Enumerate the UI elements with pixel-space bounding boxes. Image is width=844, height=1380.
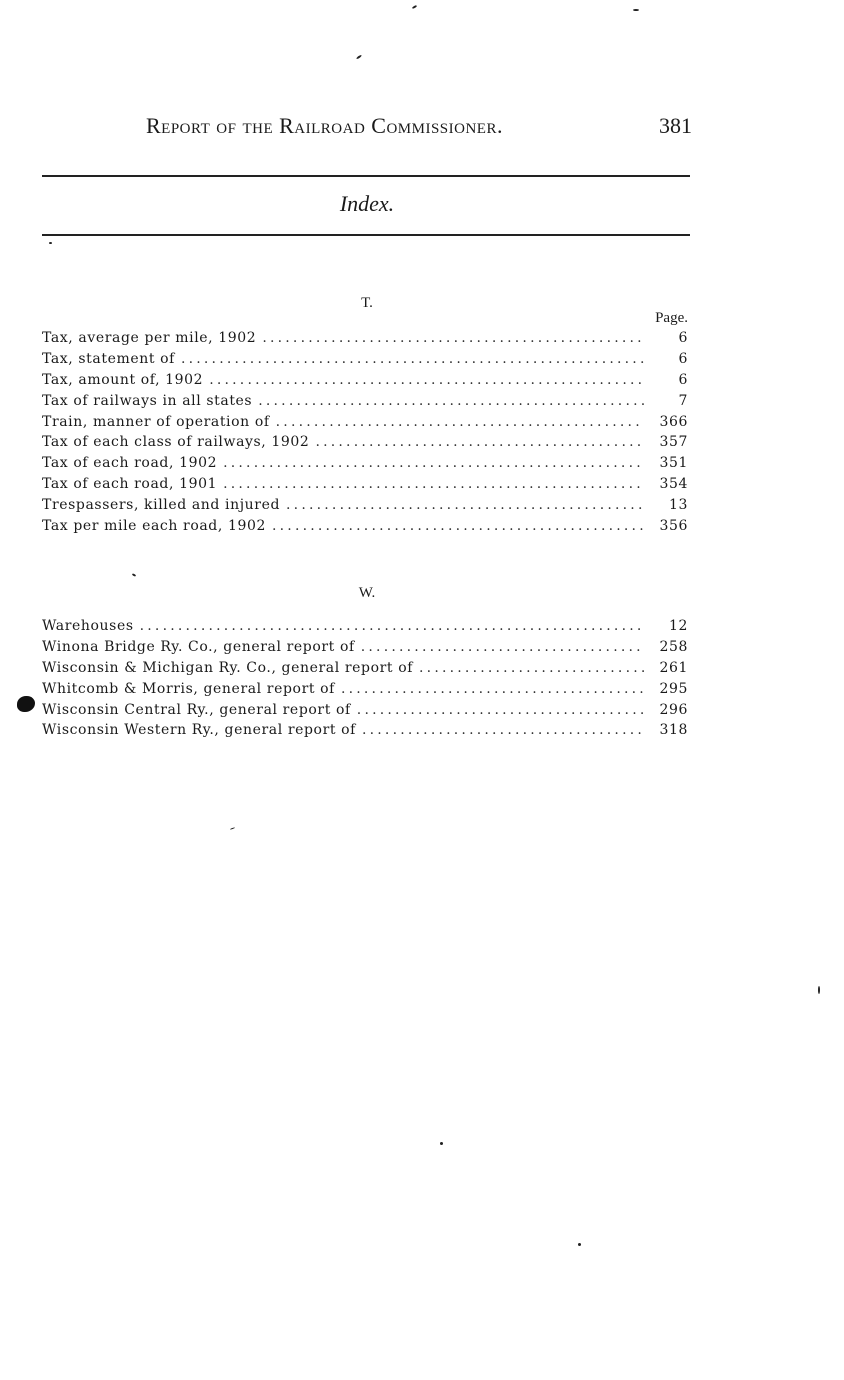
- entry-page: 13: [668, 497, 688, 514]
- index-entry: [42, 618, 688, 639]
- dot-leader: [223, 476, 644, 492]
- entry-page: 318: [659, 722, 688, 739]
- entry-page: 295: [659, 680, 688, 697]
- entry-label: Winona Bridge Ry. Co., general report of: [42, 638, 355, 655]
- entry-page: 6: [678, 350, 688, 367]
- section-letter-t: T.: [361, 295, 373, 311]
- index-list-t: [42, 330, 688, 539]
- entry-page: 296: [659, 701, 688, 718]
- index-entry: [42, 497, 688, 518]
- entry-label: Tax, average per mile, 1902: [42, 330, 257, 346]
- entry-page: 6: [678, 330, 688, 346]
- scan-speck: [412, 5, 417, 9]
- running-header-title: Report of the Railroad Commissioner.: [146, 113, 503, 138]
- scan-speck: [440, 1142, 443, 1145]
- dot-leader: [419, 660, 644, 676]
- entry-label: Train, manner of operation of: [42, 413, 270, 430]
- entry-label: Tax per mile each road, 1902: [42, 518, 266, 535]
- index-entry: [42, 722, 688, 743]
- running-header: [146, 113, 692, 143]
- entry-label: Whitcomb & Morris, general report of: [42, 680, 335, 697]
- dot-leader: [223, 455, 644, 471]
- index-entry: [42, 660, 688, 681]
- dot-leader: [258, 393, 644, 409]
- dot-leader: [286, 497, 644, 513]
- entry-label: Tax, amount of, 1902: [42, 371, 204, 388]
- index-entry: [42, 330, 688, 351]
- scan-speck: [356, 54, 362, 59]
- dot-leader: [341, 681, 644, 697]
- index-entry: [42, 639, 688, 660]
- entry-page: 258: [659, 638, 688, 655]
- entry-page: 357: [659, 434, 688, 451]
- entry-label: Wisconsin & Michigan Ry. Co., general report of: [42, 659, 414, 676]
- top-rule: [42, 175, 690, 177]
- index-entry: [42, 476, 688, 497]
- scan-speck: [578, 1243, 581, 1246]
- entry-page: 354: [659, 476, 688, 493]
- entry-page: 6: [678, 371, 688, 388]
- entry-page: 7: [678, 392, 688, 409]
- dot-leader: [209, 372, 644, 388]
- entry-label: Tax of each road, 1901: [42, 476, 218, 493]
- entry-label: Warehouses: [42, 618, 134, 634]
- index-heading: Index.: [339, 191, 395, 216]
- entry-page: 351: [659, 455, 688, 472]
- index-entry: [42, 393, 688, 414]
- index-list-w: [42, 618, 688, 743]
- scan-speck: [49, 242, 52, 244]
- dot-leader: [181, 351, 644, 367]
- dot-leader: [262, 330, 644, 346]
- entry-page: 366: [659, 413, 688, 430]
- index-entry: [42, 434, 688, 455]
- index-entry: [42, 372, 688, 393]
- entry-page: 356: [659, 518, 688, 535]
- dot-leader: [272, 518, 644, 534]
- bottom-rule: [42, 234, 690, 236]
- index-entry: [42, 455, 688, 476]
- dot-leader: [362, 722, 644, 738]
- index-entry: [42, 681, 688, 702]
- entry-label: Wisconsin Western Ry., general report of: [42, 722, 356, 739]
- section-letter-w: W.: [358, 585, 376, 601]
- index-entry: [42, 414, 688, 435]
- dot-leader: [315, 434, 644, 450]
- entry-page: 12: [668, 618, 688, 634]
- scan-speck: [633, 9, 639, 11]
- index-entry: [42, 351, 688, 372]
- dot-leader: [357, 702, 644, 718]
- index-entry: [42, 518, 688, 539]
- entry-label: Tax of each class of railways, 1902: [42, 434, 310, 451]
- dot-leader: [361, 639, 644, 655]
- page-number: 381: [659, 113, 692, 138]
- entry-label: Tax of each road, 1902: [42, 455, 218, 472]
- scan-speck: [230, 827, 235, 830]
- index-entry: [42, 702, 688, 723]
- dot-leader: [140, 618, 644, 634]
- scan-speck: [818, 986, 820, 994]
- dot-leader: [276, 414, 644, 430]
- scan-speck: [132, 573, 136, 577]
- entry-label: Trespassers, killed and injured: [42, 497, 281, 514]
- entry-label: Tax of railways in all states: [42, 392, 253, 409]
- entry-page: 261: [659, 659, 688, 676]
- entry-label: Wisconsin Central Ry., general report of: [42, 701, 351, 718]
- entry-label: Tax, statement of: [42, 350, 175, 367]
- page-column-label: Page.: [655, 310, 688, 326]
- ink-blot: [17, 696, 35, 712]
